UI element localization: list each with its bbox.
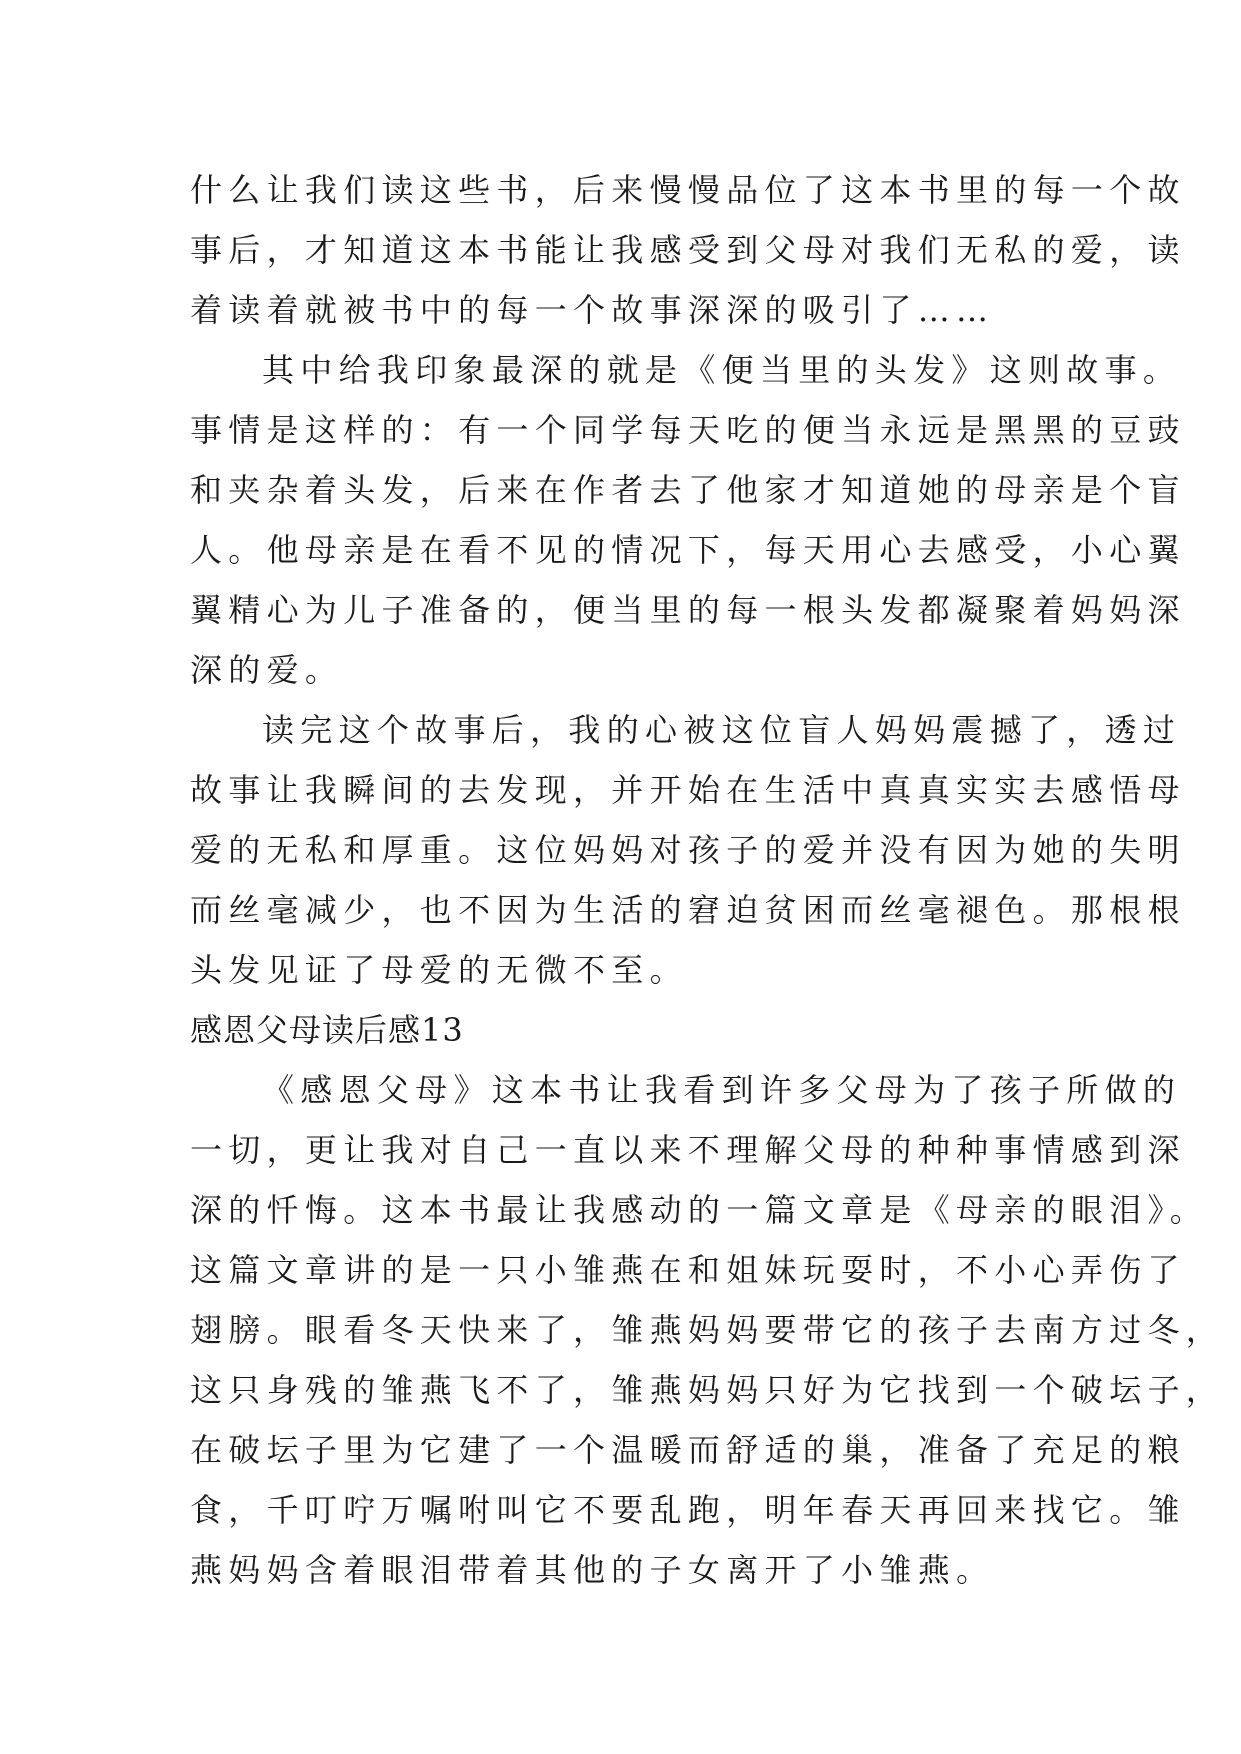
text-line: 食，千叮咛万嘱咐叫它不要乱跑，明年春天再回来找它。雏 bbox=[190, 1491, 1186, 1529]
paragraph-first-line: 读完这个故事后，我的心被这位盲人妈妈震撼了，透过 bbox=[262, 711, 1182, 749]
text-line: 事情是这样的：有一个同学每天吃的便当永远是黑黑的豆豉 bbox=[190, 411, 1186, 449]
text-line: 燕妈妈含着眼泪带着其他的子女离开了小雏燕。 bbox=[190, 1551, 995, 1589]
section-heading: 感恩父母读后感13 bbox=[190, 1011, 464, 1049]
text-line: 这只身残的雏燕飞不了，雏燕妈妈只好为它找到一个破坛子， bbox=[190, 1371, 1225, 1409]
text-line: 深的爱。 bbox=[190, 651, 344, 689]
text-line: 深的忏悔。这本书最让我感动的一篇文章是《母亲的眼泪》。 bbox=[190, 1191, 1209, 1229]
text-line: 什么让我们读这些书，后来慢慢品位了这本书里的每一个故 bbox=[190, 171, 1186, 209]
text-line: 翅膀。眼看冬天快来了，雏燕妈妈要带它的孩子去南方过冬， bbox=[190, 1311, 1225, 1349]
text-line: 翼精心为儿子准备的，便当里的每一根头发都凝聚着妈妈深 bbox=[190, 591, 1186, 629]
text-line: 爱的无私和厚重。这位妈妈对孩子的爱并没有因为她的失明 bbox=[190, 831, 1186, 869]
paragraph-first-line: 《感恩父母》这本书让我看到许多父母为了孩子所做的 bbox=[262, 1071, 1182, 1109]
text-line: 故事让我瞬间的去发现，并开始在生活中真真实实去感悟母 bbox=[190, 771, 1186, 809]
text-line: 和夹杂着头发，后来在作者去了他家才知道她的母亲是个盲 bbox=[190, 471, 1186, 509]
text-line: 人。他母亲是在看不见的情况下，每天用心去感受，小心翼 bbox=[190, 531, 1186, 569]
text-line: 这篇文章讲的是一只小雏燕在和姐妹玩耍时，不小心弄伤了 bbox=[190, 1251, 1186, 1289]
text-line: 着读着就被书中的每一个故事深深的吸引了…… bbox=[190, 291, 995, 329]
text-line: 一切，更让我对自己一直以来不理解父母的种种事情感到深 bbox=[190, 1131, 1186, 1169]
text-line: 事后，才知道这本书能让我感受到父母对我们无私的爱，读 bbox=[190, 231, 1186, 269]
paragraph-first-line: 其中给我印象最深的就是《便当里的头发》这则故事。 bbox=[262, 351, 1182, 389]
text-line: 而丝毫减少，也不因为生活的窘迫贫困而丝毫褪色。那根根 bbox=[190, 891, 1186, 929]
text-line: 头发见证了母爱的无微不至。 bbox=[190, 951, 688, 989]
text-line: 在破坛子里为它建了一个温暖而舒适的巢，准备了充足的粮 bbox=[190, 1431, 1186, 1469]
document-page bbox=[190, 160, 1225, 1600]
